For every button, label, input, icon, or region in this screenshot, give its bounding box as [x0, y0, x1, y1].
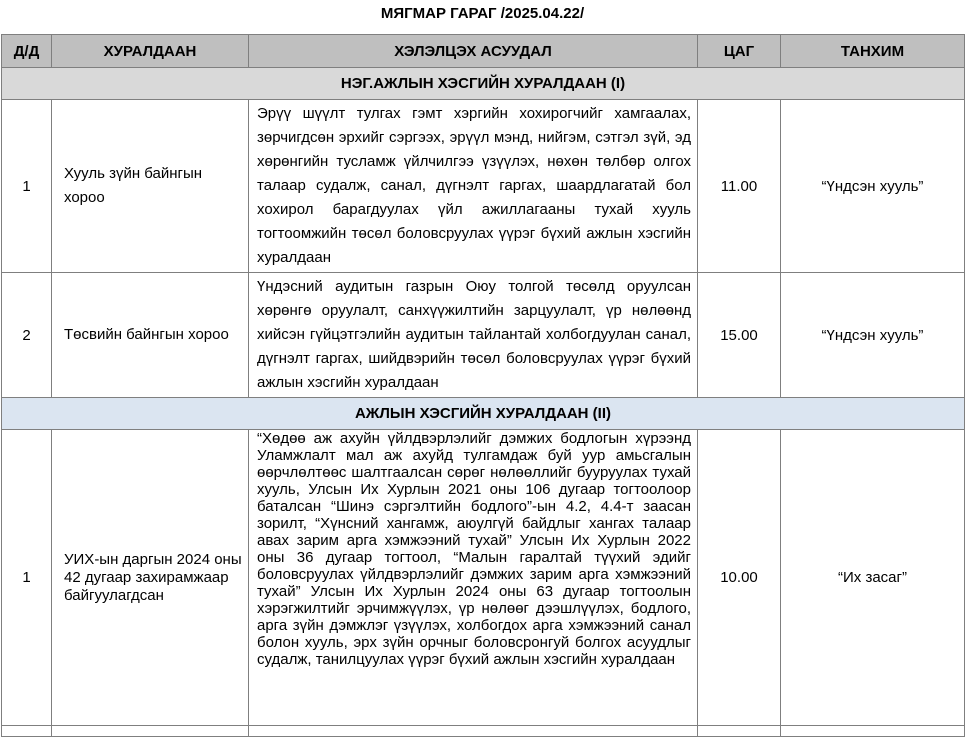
row-topic: Эрүү шүүлт тулгах гэмт хэргийн хохирогчийг хамгаалах, зөрчигдсөн эрхийг сэргээх, эрүүл мэнд, нийгэм, сэтгэл зүй, эд хөрөнгийн тусламж үйлчилгээ үзүүлэх, нөхөн төлбөр олгох талаар судалж, санал, дүгнэлт гаргах, шаардлагатай бол хохирол барагдуулах үйл ажиллагааны тухай хууль тогтоомжийн төсөл боловсруулах үүрэг бүхий ажлын хэсгийн хуралдаан [249, 100, 698, 273]
row-hall: “Үндсэн хууль” [781, 100, 965, 273]
schedule-title: МЯГМАР ГАРАГ /2025.04.22/ [380, 5, 585, 22]
row-num: 2 [2, 273, 52, 398]
header-topic: ХЭЛЭЛЦЭХ АСУУДАЛ [249, 35, 698, 68]
row-meeting: УИХ-ын даргын 2024 оны 42 дугаар захирамжаар байгуулагдсан [52, 430, 249, 726]
section-title: НЭГ.АЖЛЫН ХЭСГИЙН ХУРАЛДААН (I) [2, 68, 965, 100]
header-hall: ТАНХИМ [781, 35, 965, 68]
row-num: 1 [2, 430, 52, 726]
section-header-2 [2, 398, 965, 430]
row-time: 15.00 [698, 273, 781, 398]
row-time: 10.00 [698, 430, 781, 726]
table-row-partial [2, 726, 965, 737]
row-meeting: Төсвийн байнгын хороо [52, 273, 249, 398]
header-row [2, 35, 965, 68]
table-row [2, 100, 965, 273]
schedule-table [1, 34, 965, 737]
row-num: 1 [2, 100, 52, 273]
row-time: 11.00 [698, 100, 781, 273]
header-time: ЦАГ [698, 35, 781, 68]
table-row [2, 273, 965, 398]
header-meeting: ХУРАЛДААН [52, 35, 249, 68]
row-hall: “Их засаг” [781, 430, 965, 726]
row-topic: Үндэсний аудитын газрын Оюу толгой төсөлд оруулсан хөрөнгө оруулалт, санхүүжилтийн зарцуулалт, үр нөлөөнд хийсэн гүйцэтгэлийн аудитын тайлантай холбогдуулан санал, дүгнэлт гаргах, шийдвэрийн төсөл боловсруулах үүрэг бүхий ажлын хэсгийн хуралдаан [249, 273, 698, 398]
header-num: Д/Д [2, 35, 52, 68]
table-row [2, 430, 965, 726]
row-topic: “Хөдөө аж ахуйн үйлдвэрлэлийг дэмжих бодлогын хүрээнд Уламжлалт мал аж ахуйд тулгамдаж буй уур амьсгалын өөрчлөлтөөс шалтгаалсан сөрөг нөлөөллийг бууруулах тухай хууль, Улсын Их Хурлын 2021 оны 106 дугаар тогтоолоор баталсан “Шинэ сэргэлтийн бодлого”-ын 4.2, 4.4-т заасан зорилт, “Хүнсний хангамж, аюулгүй байдлыг хангах талаар авах зарим арга хэмжээний тухай” Улсын Их Хурлын 2022 оны 36 дугаар тогтоол, “Малын гаралтай түүхий эдийг боловсруулах үйлдвэрлэлийг дэмжих зарим арга хэмжээний тухай” Улсын Их Хурлын 2024 оны 63 дугаар тогтоолын хэрэгжилтийг эрчимжүүлэх, үр нөлөөг дээшлүүлэх, бодлого, арга зүйн дэмжлэг үзүүлэх, холбогдох арга хэмжээний санал болон хууль, эрх зүйн орчныг боловсронгуй болгох асуудлыг судалж, танилцуулах үүрэг бүхий ажлын хэсгийн хуралдаан [249, 430, 698, 726]
section-header-1 [2, 68, 965, 100]
row-meeting: Хууль зүйн байнгын хороо [52, 100, 249, 273]
row-hall: “Үндсэн хууль” [781, 273, 965, 398]
section-title: АЖЛЫН ХЭСГИЙН ХУРАЛДААН (II) [2, 398, 965, 430]
